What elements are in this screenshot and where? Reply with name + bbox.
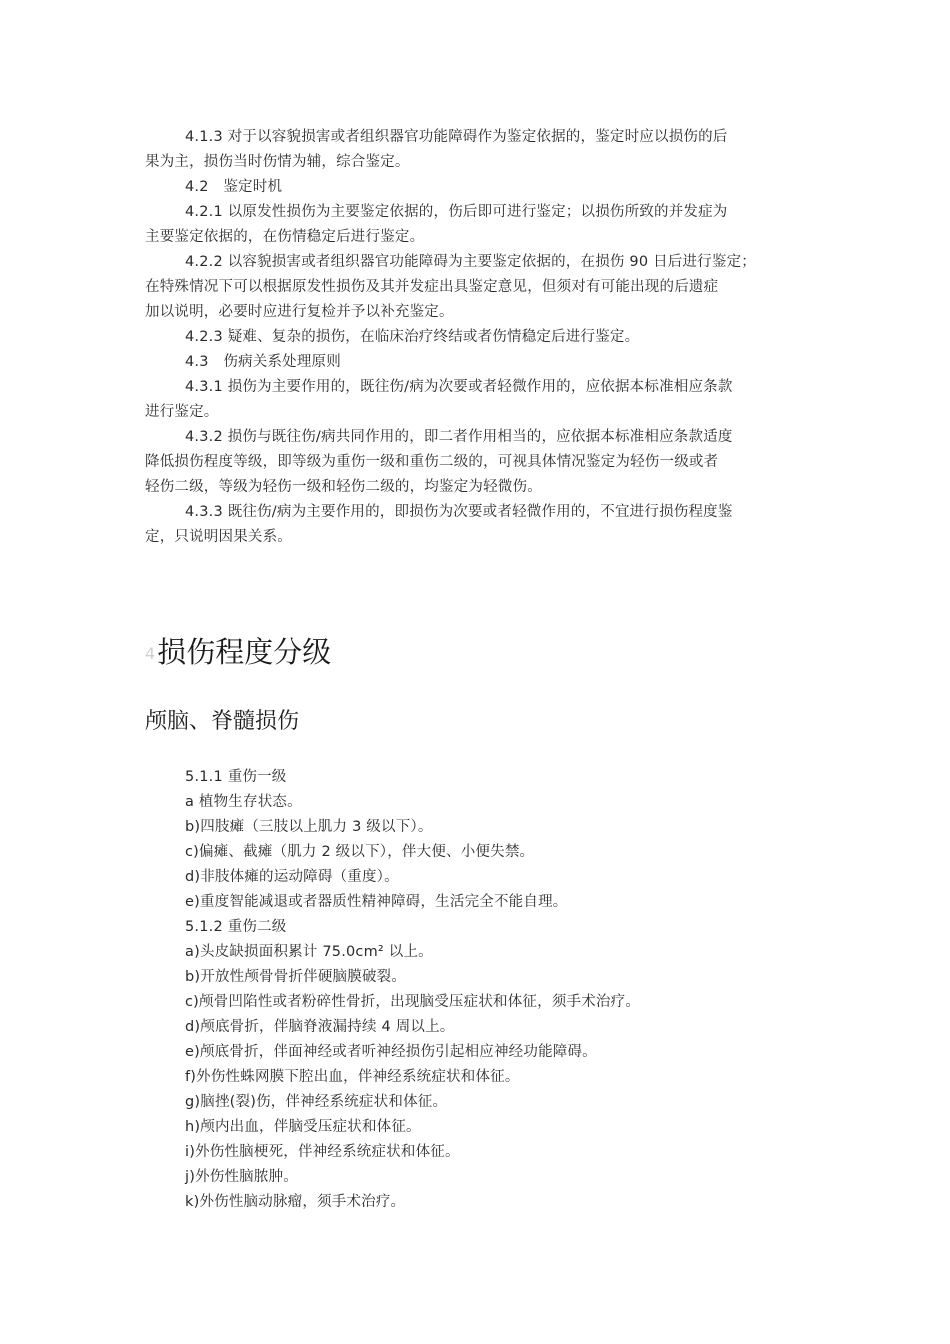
paragraph-line: 主要鉴定依据的，在伤情稳定后进行鉴定。 xyxy=(145,229,425,245)
paragraph-line: 4.2.2 以容貌损害或者组织器官功能障碍为主要鉴定依据的，在损伤 90 日后进行鉴定； xyxy=(185,254,756,270)
paragraph-line: 4.2.3 疑难、复杂的损伤，在临床治疗终结或者伤情稳定后进行鉴定。 xyxy=(185,329,640,345)
paragraph-line: 4.2 鉴定时机 xyxy=(185,179,283,195)
list-item: g)脑挫(裂)伤，伴神经系统症状和体征。 xyxy=(185,1094,448,1110)
chapter-title-text: 损伤程度分级 xyxy=(157,635,332,669)
list-item: b)开放性颅骨骨折伴硬脑膜破裂。 xyxy=(185,969,407,985)
paragraph-4-2-3 xyxy=(145,325,825,350)
paragraph-4-3-1 xyxy=(145,375,825,425)
paragraph-line: 进行鉴定。 xyxy=(145,404,219,420)
heading-4-2 xyxy=(145,175,825,200)
paragraph-line: 4.3.3 既往伤/病为主要作用的，即损伤为次要或者轻微作用的，不宜进行损伤程度鉴 xyxy=(185,504,733,520)
chapter-number: 4 xyxy=(145,644,156,663)
paragraph-4-3-3 xyxy=(145,500,825,550)
section-title: 颅脑、脊髓损伤 xyxy=(145,709,300,734)
paragraph-4-1-3 xyxy=(145,125,825,175)
list-item: a 植物生存状态。 xyxy=(185,794,302,810)
list-item: 5.1.2 重伤二级 xyxy=(185,919,287,935)
list-item: k)外伤性脑动脉瘤，须手术治疗。 xyxy=(185,1194,406,1210)
paragraph-line: 降低损伤程度等级，即等级为重伤一级和重伤二级的，可视具体情况鉴定为轻伤一级或者 xyxy=(145,454,719,470)
paragraph-4-3-2 xyxy=(145,425,825,500)
paragraph-4-2-2 xyxy=(145,250,825,325)
paragraph-line: 果为主，损伤当时伤情为辅，综合鉴定。 xyxy=(145,154,410,170)
list-item: h)颅内出血，伴脑受压症状和体征。 xyxy=(185,1119,421,1135)
paragraph-line: 4.3 伤病关系处理原则 xyxy=(185,354,341,370)
paragraph-line: 加以说明，必要时应进行复检并予以补充鉴定。 xyxy=(145,304,454,320)
list-item: 5.1.1 重伤一级 xyxy=(185,769,287,785)
heading-4-3 xyxy=(145,350,825,375)
paragraph-line: 4.1.3 对于以容貌损害或者组织器官功能障碍作为鉴定依据的，鉴定时应以损伤的后 xyxy=(185,129,728,145)
paragraph-line: 在特殊情况下可以根据原发性损伤及其并发症出具鉴定意见，但须对有可能出现的后遗症 xyxy=(145,279,719,295)
clause-list xyxy=(185,765,825,1215)
paragraph-4-2-1 xyxy=(145,200,825,250)
list-item: b)四肢瘫（三肢以上肌力 3 级以下）。 xyxy=(185,819,433,835)
paragraph-line: 4.3.1 损伤为主要作用的，既往伤/病为次要或者轻微作用的，应依据本标准相应条款 xyxy=(185,379,733,395)
list-item: e)重度智能减退或者器质性精神障碍，生活完全不能自理。 xyxy=(185,894,568,910)
chapter-title xyxy=(145,632,331,674)
list-item: f)外伤性蛛网膜下腔出血，伴神经系统症状和体征。 xyxy=(185,1069,520,1085)
top-section xyxy=(145,125,825,550)
list-item: i)外伤性脑梗死，伴神经系统症状和体征。 xyxy=(185,1144,460,1160)
list-item: a)头皮缺损面积累计 75.0cm² 以上。 xyxy=(185,944,433,960)
paragraph-line: 4.2.1 以原发性损伤为主要鉴定依据的，伤后即可进行鉴定；以损伤所致的并发症为 xyxy=(185,204,728,220)
list-item: j)外伤性脑脓肿。 xyxy=(185,1169,298,1185)
paragraph-line: 4.3.2 损伤与既往伤/病共同作用的，即二者作用相当的，应依据本标准相应条款适度 xyxy=(185,429,733,445)
list-item: d)颅底骨折，伴脑脊液漏持续 4 周以上。 xyxy=(185,1019,455,1035)
paragraph-line: 定，只说明因果关系。 xyxy=(145,529,292,545)
list-item: c)颅骨凹陷性或者粉碎性骨折，出现脑受压症状和体征，须手术治疗。 xyxy=(185,994,641,1010)
list-item: e)颅底骨折，伴面神经或者听神经损伤引起相应神经功能障碍。 xyxy=(185,1044,597,1060)
list-item: d)非肢体瘫的运动障碍（重度）。 xyxy=(185,869,399,885)
paragraph-line: 轻伤二级，等级为轻伤一级和轻伤二级的，均鉴定为轻微伤。 xyxy=(145,479,542,495)
list-item: c)偏瘫、截瘫（肌力 2 级以下），伴大便、小便失禁。 xyxy=(185,844,535,860)
